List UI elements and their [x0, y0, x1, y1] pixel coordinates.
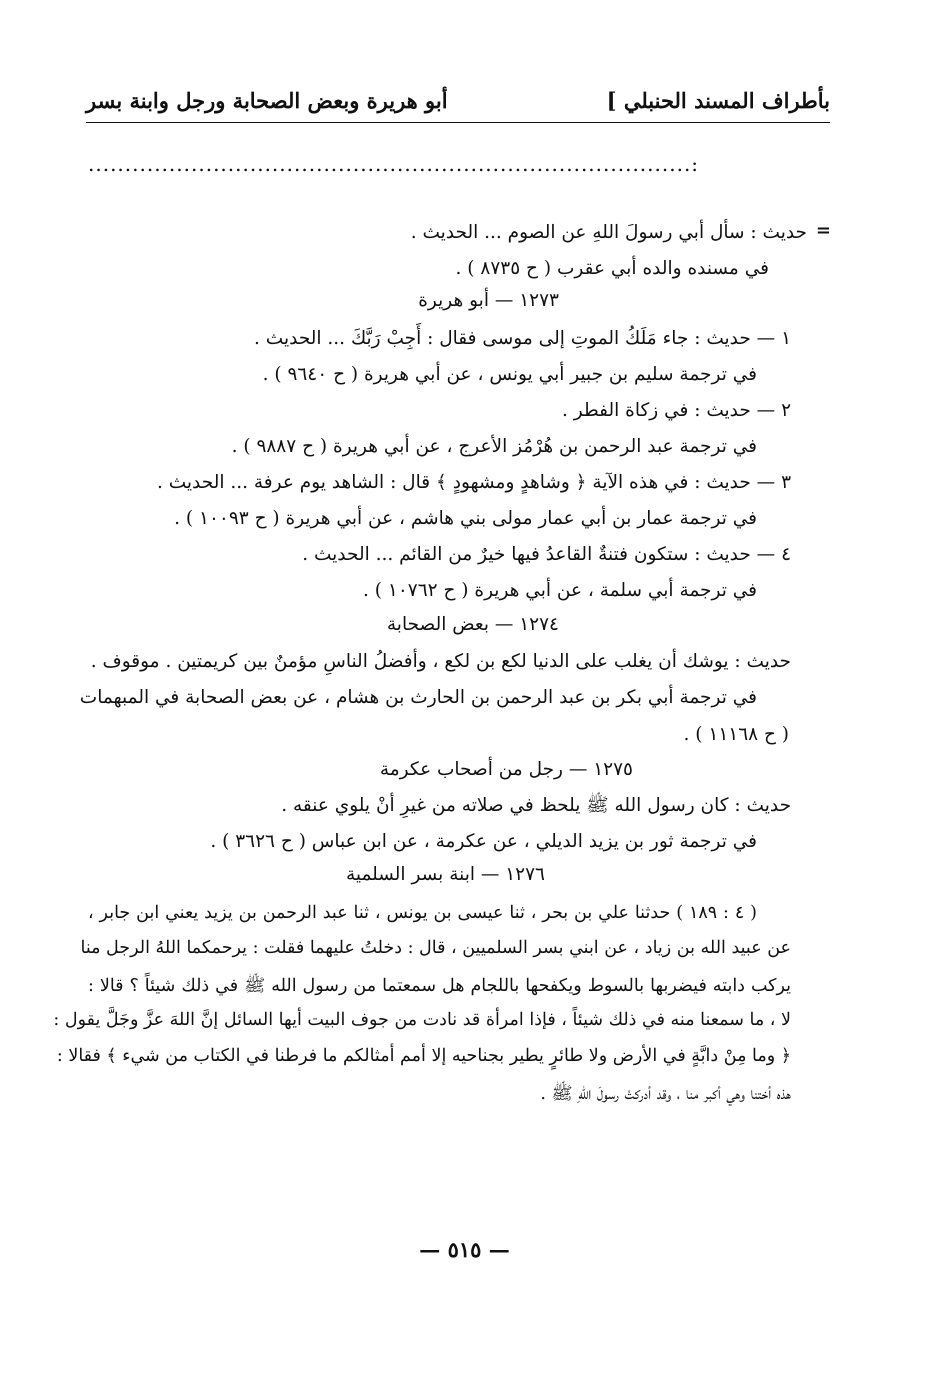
paragraph-line: ﴿ وما مِنْ دابَّةٍ في الأرض ولا طائرٍ يطير بجناحيه إلا أمم أمثالكم ما فرطنا في الكتاب من شيء ﴾ فقالا : [56, 1046, 791, 1066]
hadith-line: حديث : سأل أبي رسولَ اللهِ عن الصوم ... الحديث . [410, 222, 807, 243]
ellipsis-continuation: ..................................................................................: [88, 152, 700, 176]
section-heading: ١٢٧٤ — بعض الصحابة [386, 614, 559, 635]
paragraph-line: هذه أختنا وهي أكبر منا ، وقد أدركتْ رسولَ اللهِ ﷺ . [540, 1084, 791, 1104]
header-section-title: أبو هريرة وبعض الصحابة ورجل وابنة بسر [86, 88, 448, 113]
hadith-line: حديث : كان رسول الله ﷺ يلحظ في صلاته من غيرِ أنْ يلوي عنقه . [281, 795, 791, 816]
citation-line: في ترجمة أبي سلمة ، عن أبي هريرة ( ح ١٠٧٦٢ ) . [363, 580, 757, 601]
citation-line: ( ح ١١١٦٨ ) . [683, 724, 789, 745]
citation-line: في مسنده والده أبي عقرب ( ح ٨٧٣٥ ) . [455, 258, 769, 279]
citation-line: في ترجمة عبد الرحمن بن هُرْمُز الأعرج ، عن أبي هريرة ( ح ٩٨٨٧ ) . [231, 436, 757, 457]
paragraph-line: عن عبيد الله بن زياد ، عن ابني بسر السلميين ، قال : دخلتُ عليهما فقلت : يرحمكما اللهُ الرجل منا [80, 938, 791, 958]
citation-line: في ترجمة عمار بن أبي عمار مولى بني هاشم ، عن أبي هريرة ( ح ١٠٠٩٣ ) . [174, 508, 757, 529]
section-heading: ١٢٧٥ — رجل من أصحاب عكرمة [379, 759, 633, 780]
hadith-line: ٣ — حديث : في هذه الآية ﴿ وشاهدٍ ومشهودٍ ﴾ قال : الشاهد يوم عرفة ... الحديث . [156, 472, 791, 493]
hadith-line: ١ — حديث : جاء مَلَكُ الموتِ إلى موسى فقال : أَجِبْ رَبَّكَ ... الحديث . [254, 328, 791, 349]
hadith-line: ٤ — حديث : ستكون فتنةٌ القاعدُ فيها خيرٌ من القائم ... الحديث . [302, 544, 791, 565]
hadith-line: حديث : يوشك أن يغلب على الدنيا لكع بن لكع ، وأفضلُ الناسِ مؤمنٌ بين كريمتين . موقوف . [90, 651, 791, 672]
citation-line: في ترجمة أبي بكر بن عبد الرحمن بن الحارث بن هشام ، عن بعض الصحابة في المبهمات [79, 687, 757, 708]
citation-line: في ترجمة سليم بن جبير أبي يونس ، عن أبي هريرة ( ح ٩٦٤٠ ) . [262, 364, 757, 385]
section-heading: ١٢٧٣ — أبو هريرة [418, 290, 559, 311]
paragraph-line: ( ٤ : ١٨٩ ) حدثنا علي بن بحر ، ثنا عيسى بن يونس ، ثنا عبد الرحمن بن يزيد يعني ابن جابر ، [88, 903, 757, 923]
paragraph-line: يركب دابته فيضربها بالسوط ويكفحها باللجام هل سمعتما من رسول الله ﷺ في ذلك شيئاً ؟ قالا : [88, 976, 791, 996]
header-book-title: بأطراف المسند الحنبلي ] [606, 88, 830, 113]
section-heading: ١٢٧٦ — ابنة بسر السلمية [345, 864, 545, 885]
running-header [86, 82, 830, 123]
citation-line: في ترجمة ثور بن يزيد الديلي ، عن عكرمة ، عن ابن عباس ( ح ٣٦٢٦ ) . [210, 831, 757, 852]
continuation-mark: = [815, 220, 831, 241]
paragraph-line: لا ، ما سمعنا منه في ذلك شيئاً ، فإذا امرأة قد نادت من جوف البيت أيها السائل إنَّ اللهَ عزَّ وجَلَّ يقول : [53, 1010, 791, 1030]
hadith-line: ٢ — حديث : في زكاة الفطر . [561, 400, 791, 421]
page-number: — ٥١٥ — [419, 1237, 510, 1262]
